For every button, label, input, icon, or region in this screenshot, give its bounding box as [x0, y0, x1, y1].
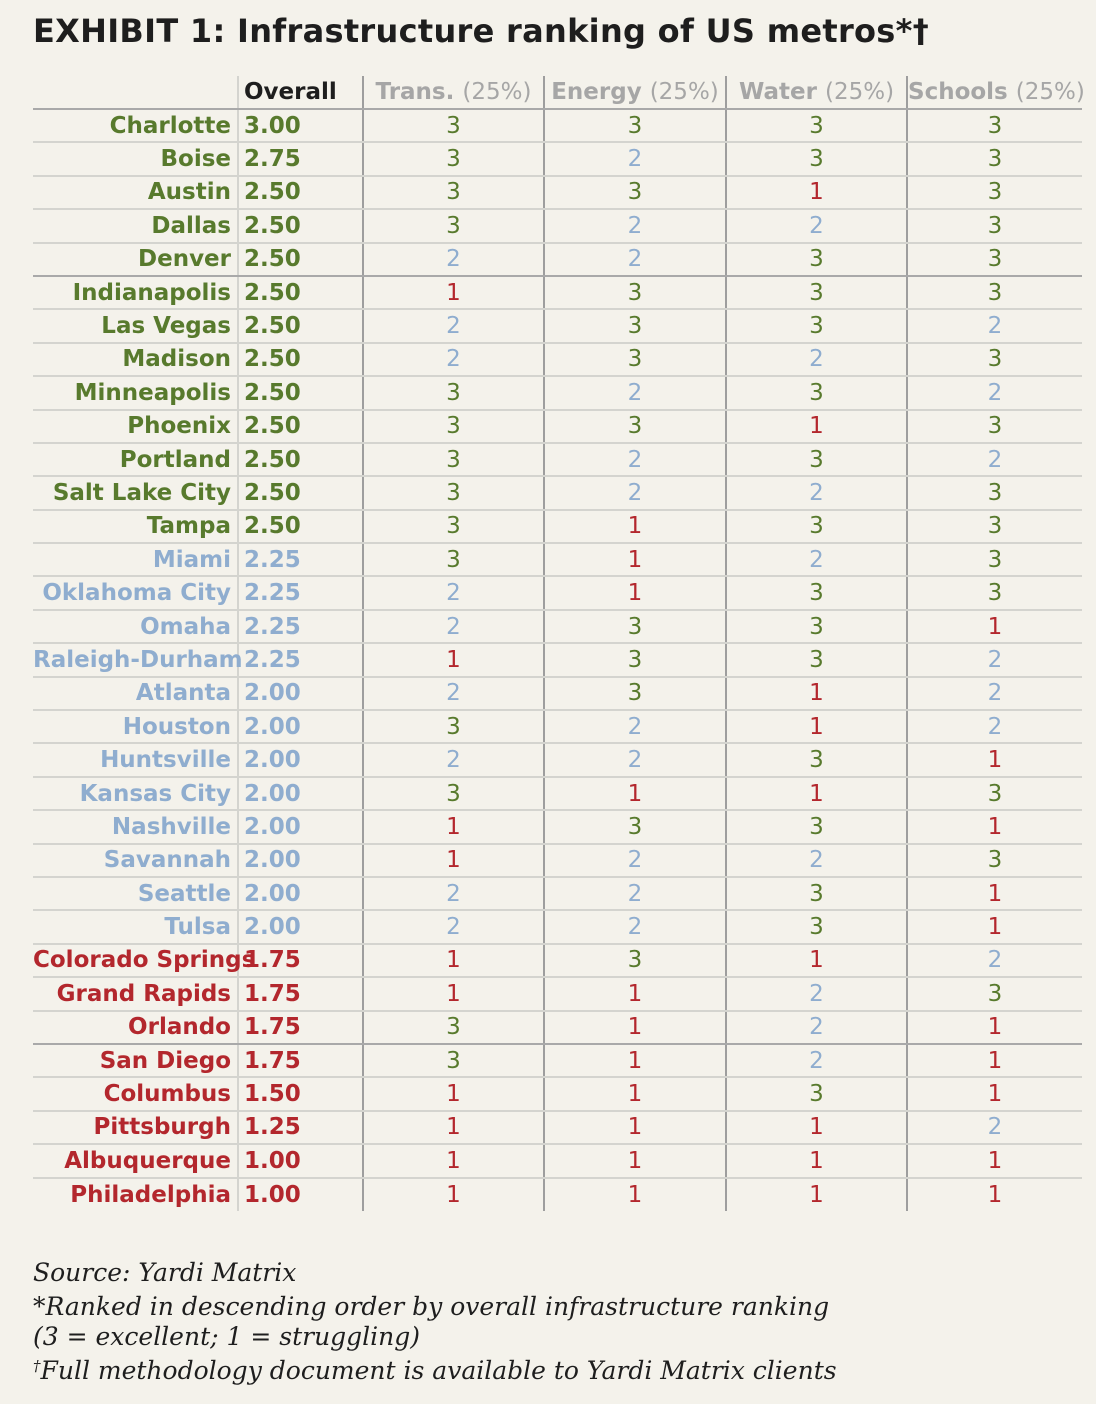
- table-row: [33, 1011, 1082, 1044]
- energy-score-cell: 1: [544, 1077, 726, 1110]
- header-overall-label: Overall: [244, 79, 337, 105]
- metro-name-cell: San Diego: [33, 1044, 238, 1077]
- header-schools-weight: (25%): [1015, 79, 1085, 105]
- header-energy-weight: (25%): [649, 79, 719, 105]
- metro-name-cell: Columbus: [33, 1077, 238, 1110]
- table-row: [33, 977, 1082, 1010]
- metro-name-cell: Austin: [33, 176, 238, 209]
- trans-score-cell: 2: [363, 610, 544, 643]
- energy-score-cell: 3: [544, 410, 726, 443]
- table-row: [33, 1111, 1082, 1144]
- water-score-cell: 3: [726, 443, 907, 476]
- table-row: [33, 1178, 1082, 1211]
- water-score-cell: 3: [726, 1077, 907, 1110]
- trans-score-cell: 1: [363, 1178, 544, 1211]
- overall-score-cell: 2.50: [238, 410, 363, 443]
- energy-score-cell: 3: [544, 810, 726, 843]
- trans-score-cell: 3: [363, 376, 544, 409]
- overall-score-cell: 1.75: [238, 977, 363, 1010]
- water-score-cell: 3: [726, 576, 907, 609]
- source-note: Source: Yardi Matrix: [33, 1258, 297, 1287]
- overall-score-cell: 1.50: [238, 1077, 363, 1110]
- water-score-cell: 3: [726, 109, 907, 142]
- energy-score-cell: 1: [544, 777, 726, 810]
- table-row: [33, 576, 1082, 609]
- ranking-note: [33, 1292, 1073, 1352]
- metro-name-cell: Tulsa: [33, 910, 238, 943]
- overall-score-cell: 2.00: [238, 810, 363, 843]
- table-row: [33, 1144, 1082, 1177]
- trans-score-cell: 3: [363, 510, 544, 543]
- schools-score-cell: 2: [907, 643, 1082, 676]
- schools-score-cell: 2: [907, 677, 1082, 710]
- energy-score-cell: 3: [544, 176, 726, 209]
- overall-score-cell: 2.00: [238, 677, 363, 710]
- schools-score-cell: 3: [907, 343, 1082, 376]
- metro-name-cell: Minneapolis: [33, 376, 238, 409]
- header-schools: [907, 76, 1085, 109]
- table-row: [33, 142, 1082, 175]
- exhibit-title: EXHIBIT 1: Infrastructure ranking of US metros*†: [33, 12, 929, 50]
- trans-score-cell: 3: [363, 109, 544, 142]
- energy-score-cell: 2: [544, 243, 726, 276]
- overall-score-cell: 1.75: [238, 1044, 363, 1077]
- trans-score-cell: 3: [363, 1011, 544, 1044]
- table-row: [33, 410, 1082, 443]
- trans-score-cell: 3: [363, 543, 544, 576]
- schools-score-cell: 3: [907, 777, 1082, 810]
- energy-score-cell: 1: [544, 1111, 726, 1144]
- overall-score-cell: 2.00: [238, 710, 363, 743]
- schools-score-cell: 3: [907, 276, 1082, 309]
- schools-score-cell: 3: [907, 977, 1082, 1010]
- metro-name-cell: Pittsburgh: [33, 1111, 238, 1144]
- ranking-scale-note: (3 = excellent; 1 = struggling): [33, 1322, 421, 1351]
- trans-score-cell: 1: [363, 810, 544, 843]
- energy-score-cell: 3: [544, 643, 726, 676]
- metro-name-cell: Portland: [33, 443, 238, 476]
- schools-score-cell: 3: [907, 543, 1082, 576]
- energy-score-cell: 1: [544, 977, 726, 1010]
- water-score-cell: 2: [726, 977, 907, 1010]
- header-water: [726, 76, 907, 109]
- schools-score-cell: 1: [907, 1044, 1082, 1077]
- header-trans: [363, 76, 544, 109]
- overall-score-cell: 2.75: [238, 142, 363, 175]
- table-row: [33, 543, 1082, 576]
- metro-name-cell: Miami: [33, 543, 238, 576]
- metro-name-cell: Denver: [33, 243, 238, 276]
- table-row: [33, 810, 1082, 843]
- water-score-cell: 2: [726, 543, 907, 576]
- schools-score-cell: 1: [907, 910, 1082, 943]
- overall-score-cell: 2.00: [238, 877, 363, 910]
- energy-score-cell: 2: [544, 443, 726, 476]
- water-score-cell: 3: [726, 510, 907, 543]
- overall-score-cell: 2.50: [238, 476, 363, 509]
- table-row: [33, 710, 1082, 743]
- metro-name-cell: Raleigh-Durham: [33, 643, 238, 676]
- trans-score-cell: 1: [363, 1111, 544, 1144]
- metro-name-cell: Omaha: [33, 610, 238, 643]
- schools-score-cell: 2: [907, 443, 1082, 476]
- overall-score-cell: 2.50: [238, 510, 363, 543]
- metro-name-cell: Salt Lake City: [33, 476, 238, 509]
- energy-score-cell: 3: [544, 276, 726, 309]
- table-row: [33, 643, 1082, 676]
- trans-score-cell: 3: [363, 410, 544, 443]
- schools-score-cell: 3: [907, 109, 1082, 142]
- footnotes: [33, 1258, 1073, 1390]
- overall-score-cell: 2.00: [238, 844, 363, 877]
- overall-score-cell: 2.50: [238, 376, 363, 409]
- table-row: [33, 877, 1082, 910]
- table-row: [33, 944, 1082, 977]
- water-score-cell: 3: [726, 810, 907, 843]
- trans-score-cell: 3: [363, 710, 544, 743]
- water-score-cell: 2: [726, 1011, 907, 1044]
- water-score-cell: 3: [726, 877, 907, 910]
- methodology-note-text: Full methodology document is available to Yardi Matrix clients: [40, 1356, 837, 1385]
- table-row: [33, 1077, 1082, 1110]
- trans-score-cell: 1: [363, 944, 544, 977]
- energy-score-cell: 2: [544, 877, 726, 910]
- overall-score-cell: 2.50: [238, 443, 363, 476]
- schools-score-cell: 2: [907, 309, 1082, 342]
- table-row: [33, 443, 1082, 476]
- overall-score-cell: 1.00: [238, 1144, 363, 1177]
- trans-score-cell: 2: [363, 309, 544, 342]
- metro-name-cell: Indianapolis: [33, 276, 238, 309]
- schools-score-cell: 3: [907, 844, 1082, 877]
- water-score-cell: 2: [726, 209, 907, 242]
- trans-score-cell: 2: [363, 677, 544, 710]
- schools-score-cell: 3: [907, 576, 1082, 609]
- metro-name-cell: Albuquerque: [33, 1144, 238, 1177]
- table-row: [33, 610, 1082, 643]
- dagger-mark: †: [33, 1357, 41, 1375]
- water-score-cell: 2: [726, 343, 907, 376]
- table-body: [33, 109, 1082, 1211]
- trans-score-cell: 3: [363, 209, 544, 242]
- schools-score-cell: 1: [907, 877, 1082, 910]
- table-row: [33, 343, 1082, 376]
- table-row: [33, 677, 1082, 710]
- header-energy: [544, 76, 726, 109]
- metro-name-cell: Boise: [33, 142, 238, 175]
- ranking-note-text: Ranked in descending order by overall infrastructure ranking: [45, 1292, 830, 1321]
- water-score-cell: 2: [726, 844, 907, 877]
- water-score-cell: 2: [726, 1044, 907, 1077]
- overall-score-cell: 1.25: [238, 1111, 363, 1144]
- water-score-cell: 2: [726, 476, 907, 509]
- header-trans-label: Trans.: [375, 79, 455, 105]
- trans-score-cell: 1: [363, 977, 544, 1010]
- energy-score-cell: 2: [544, 209, 726, 242]
- trans-score-cell: 2: [363, 877, 544, 910]
- trans-score-cell: 1: [363, 844, 544, 877]
- overall-score-cell: 2.00: [238, 777, 363, 810]
- energy-score-cell: 2: [544, 910, 726, 943]
- energy-score-cell: 1: [544, 576, 726, 609]
- metro-name-cell: Tampa: [33, 510, 238, 543]
- schools-score-cell: 3: [907, 476, 1082, 509]
- table-row: [33, 176, 1082, 209]
- metro-name-cell: Dallas: [33, 209, 238, 242]
- metro-name-cell: Seattle: [33, 877, 238, 910]
- table-row: [33, 1044, 1082, 1077]
- schools-score-cell: 2: [907, 376, 1082, 409]
- trans-score-cell: 3: [363, 142, 544, 175]
- schools-score-cell: 1: [907, 1011, 1082, 1044]
- metro-name-cell: Las Vegas: [33, 309, 238, 342]
- water-score-cell: 3: [726, 910, 907, 943]
- overall-score-cell: 2.50: [238, 243, 363, 276]
- infrastructure-ranking-table: [33, 76, 1085, 1211]
- energy-score-cell: 2: [544, 710, 726, 743]
- trans-score-cell: 2: [363, 743, 544, 776]
- trans-score-cell: 2: [363, 910, 544, 943]
- schools-score-cell: 3: [907, 510, 1082, 543]
- water-score-cell: 3: [726, 142, 907, 175]
- schools-score-cell: 1: [907, 610, 1082, 643]
- water-score-cell: 3: [726, 243, 907, 276]
- energy-score-cell: 1: [544, 1044, 726, 1077]
- water-score-cell: 3: [726, 276, 907, 309]
- trans-score-cell: 2: [363, 343, 544, 376]
- metro-name-cell: Colorado Springs: [33, 944, 238, 977]
- ranking-note-line-1: [33, 1292, 1073, 1322]
- water-score-cell: 1: [726, 1111, 907, 1144]
- water-score-cell: 3: [726, 309, 907, 342]
- energy-score-cell: 3: [544, 343, 726, 376]
- trans-score-cell: 3: [363, 176, 544, 209]
- water-score-cell: 1: [726, 1144, 907, 1177]
- energy-score-cell: 2: [544, 376, 726, 409]
- table-row: [33, 910, 1082, 943]
- energy-score-cell: 1: [544, 1144, 726, 1177]
- energy-score-cell: 1: [544, 543, 726, 576]
- energy-score-cell: 3: [544, 610, 726, 643]
- header-metro: [33, 76, 238, 109]
- schools-score-cell: 2: [907, 710, 1082, 743]
- energy-score-cell: 2: [544, 142, 726, 175]
- header-schools-label: Schools: [908, 79, 1008, 105]
- trans-score-cell: 3: [363, 777, 544, 810]
- header-water-label: Water: [738, 79, 817, 105]
- table-row: [33, 209, 1082, 242]
- metro-name-cell: Nashville: [33, 810, 238, 843]
- schools-score-cell: 3: [907, 142, 1082, 175]
- header-overall: [238, 76, 363, 109]
- energy-score-cell: 2: [544, 743, 726, 776]
- trans-score-cell: 1: [363, 1077, 544, 1110]
- table-row: [33, 743, 1082, 776]
- trans-score-cell: 3: [363, 443, 544, 476]
- table-row: [33, 510, 1082, 543]
- energy-score-cell: 2: [544, 844, 726, 877]
- schools-score-cell: 3: [907, 410, 1082, 443]
- energy-score-cell: 1: [544, 1178, 726, 1211]
- water-score-cell: 3: [726, 610, 907, 643]
- water-score-cell: 1: [726, 710, 907, 743]
- energy-score-cell: 3: [544, 677, 726, 710]
- overall-score-cell: 1.75: [238, 944, 363, 977]
- trans-score-cell: 2: [363, 243, 544, 276]
- methodology-note: [33, 1356, 1073, 1386]
- table-row: [33, 777, 1082, 810]
- metro-name-cell: Phoenix: [33, 410, 238, 443]
- trans-score-cell: 2: [363, 576, 544, 609]
- table-row: [33, 276, 1082, 309]
- overall-score-cell: 2.25: [238, 643, 363, 676]
- metro-name-cell: Savannah: [33, 844, 238, 877]
- schools-score-cell: 3: [907, 176, 1082, 209]
- energy-score-cell: 1: [544, 1011, 726, 1044]
- water-score-cell: 1: [726, 1178, 907, 1211]
- metro-name-cell: Charlotte: [33, 109, 238, 142]
- header-trans-weight: (25%): [462, 79, 532, 105]
- overall-score-cell: 2.50: [238, 176, 363, 209]
- trans-score-cell: 1: [363, 1144, 544, 1177]
- energy-score-cell: 3: [544, 109, 726, 142]
- table-row: [33, 476, 1082, 509]
- trans-score-cell: 1: [363, 276, 544, 309]
- overall-score-cell: 2.50: [238, 309, 363, 342]
- schools-score-cell: 1: [907, 1077, 1082, 1110]
- metro-name-cell: Oklahoma City: [33, 576, 238, 609]
- metro-name-cell: Madison: [33, 343, 238, 376]
- metro-name-cell: Huntsville: [33, 743, 238, 776]
- table-row: [33, 309, 1082, 342]
- schools-score-cell: 1: [907, 1144, 1082, 1177]
- energy-score-cell: 2: [544, 476, 726, 509]
- schools-score-cell: 1: [907, 743, 1082, 776]
- overall-score-cell: 2.25: [238, 543, 363, 576]
- trans-score-cell: 1: [363, 643, 544, 676]
- overall-score-cell: 2.50: [238, 276, 363, 309]
- water-score-cell: 1: [726, 410, 907, 443]
- header-water-weight: (25%): [824, 79, 895, 105]
- energy-score-cell: 3: [544, 944, 726, 977]
- table-row: [33, 243, 1082, 276]
- overall-score-cell: 3.00: [238, 109, 363, 142]
- metro-name-cell: Houston: [33, 710, 238, 743]
- water-score-cell: 1: [726, 944, 907, 977]
- water-score-cell: 1: [726, 176, 907, 209]
- table-row: [33, 376, 1082, 409]
- energy-score-cell: 1: [544, 510, 726, 543]
- water-score-cell: 3: [726, 643, 907, 676]
- overall-score-cell: 2.50: [238, 209, 363, 242]
- metro-name-cell: Kansas City: [33, 777, 238, 810]
- overall-score-cell: 2.00: [238, 743, 363, 776]
- metro-name-cell: Philadelphia: [33, 1178, 238, 1211]
- asterisk-mark: *: [33, 1292, 46, 1321]
- schools-score-cell: 1: [907, 810, 1082, 843]
- overall-score-cell: 2.25: [238, 610, 363, 643]
- metro-name-cell: Grand Rapids: [33, 977, 238, 1010]
- overall-score-cell: 1.00: [238, 1178, 363, 1211]
- schools-score-cell: 2: [907, 944, 1082, 977]
- trans-score-cell: 3: [363, 476, 544, 509]
- schools-score-cell: 2: [907, 1111, 1082, 1144]
- metro-name-cell: Atlanta: [33, 677, 238, 710]
- water-score-cell: 3: [726, 743, 907, 776]
- schools-score-cell: 3: [907, 243, 1082, 276]
- water-score-cell: 1: [726, 677, 907, 710]
- schools-score-cell: 1: [987, 1181, 1003, 1208]
- overall-score-cell: 1.75: [238, 1011, 363, 1044]
- overall-score-cell: 2.50: [238, 343, 363, 376]
- table-row: [33, 844, 1082, 877]
- water-score-cell: 1: [726, 777, 907, 810]
- table-row: [33, 109, 1082, 142]
- schools-score-cell: 3: [907, 209, 1082, 242]
- trans-score-cell: 3: [363, 1044, 544, 1077]
- overall-score-cell: 2.25: [238, 576, 363, 609]
- header-energy-label: Energy: [551, 79, 642, 105]
- metro-name-cell: Orlando: [33, 1011, 238, 1044]
- water-score-cell: 3: [726, 376, 907, 409]
- header-row: [33, 76, 1082, 109]
- overall-score-cell: 2.00: [238, 910, 363, 943]
- energy-score-cell: 3: [544, 309, 726, 342]
